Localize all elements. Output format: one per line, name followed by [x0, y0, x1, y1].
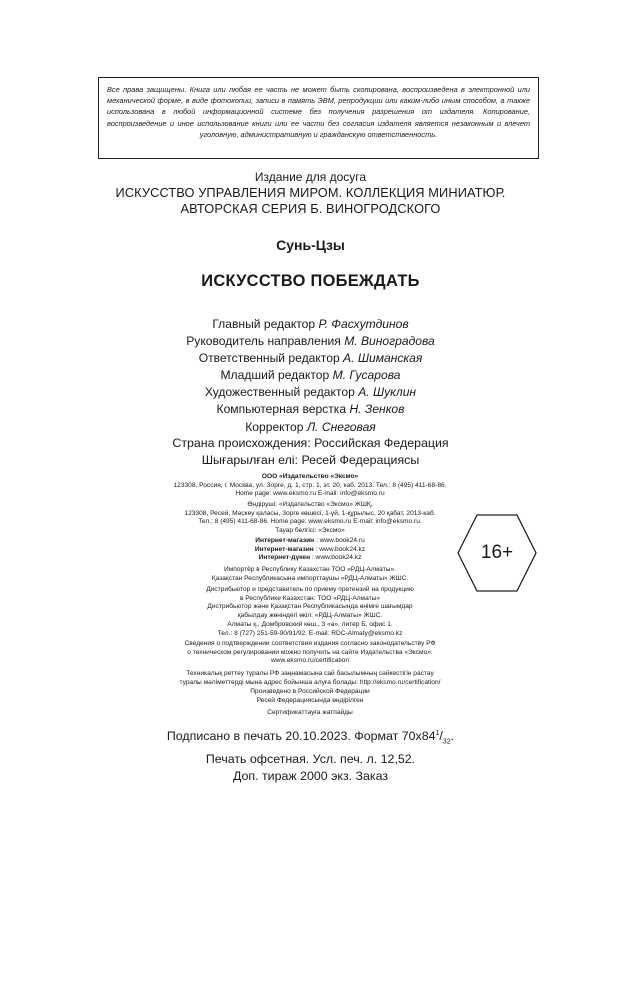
print-run-line: Доп. тираж 2000 экз. Заказ	[232, 768, 389, 783]
copyright-notice: Все права защищены. Книга или любая ее часть не может быть скопирована, воспроизведена в электронной или механической форме, в виде фотокопии, записи в память ЭВМ, репродукции или каким-либо иным способом, а также использована в любой информационной системе без получения разрешения от издателя. Копирование, воспроизведение и иное использование книги или ее части без согласия издателя является незаконным и влечет уголовную, административную и гражданскую ответственность.	[107, 85, 530, 139]
series-line-1: ИСКУССТВО УПРАВЛЕНИЯ МИРОМ. КОЛЛЕКЦИЯ МИНИАТЮР.	[115, 185, 506, 200]
origin-ru: Страна происхождения: Российская Федерация	[172, 436, 449, 450]
produced-line: Произведено в Российской Федерации	[250, 688, 370, 695]
age-rating-badge	[456, 512, 538, 594]
book-title: ИСКУССТВО ПОБЕЖДАТЬ	[201, 272, 420, 290]
shop-row: Интернет-магазин : www.book24.ru	[255, 537, 365, 544]
age-rating-label: 16+	[480, 542, 514, 563]
credit-row: Художественный редактор А. Шуклин	[204, 385, 417, 400]
produced-line: Ресей Федерациясында өндірілген	[256, 696, 364, 704]
distributor-block	[160, 586, 460, 638]
certification-line: о техническом регулировании можно получить на сайте Издательства «Эксмо»:	[187, 648, 433, 656]
distributor-line: Дистрибьютор және Қазақстан Республикасында өнімге шағымдар	[207, 603, 413, 611]
producer-kz-line: Тауар белгісі: «Эксмо»	[275, 527, 345, 535]
print-format-line: Подписано в печать 20.10.2023. Формат $70x84^1/_{32}$.	[166, 729, 455, 746]
producer-kz-line: 123308, Ресей, Мәскеу қаласы, Зорге көшесі, 1-үй, 1-құрылыс, 20 қабат, 2013-каб.	[184, 509, 436, 517]
certification-block	[160, 640, 460, 666]
certification-line: www.eksmo.ru/certification	[270, 657, 350, 665]
credits-list	[0, 316, 621, 436]
shops-block	[160, 537, 460, 563]
print-type-line: Печать офсетная. Усл. печ. л. 12,52.	[205, 751, 416, 766]
distributor-line: Дистрибьютор и представитель по приему претензий на продукцию	[206, 586, 414, 593]
series-line-2: АВТОРСКАЯ СЕРИЯ Б. ВИНОГРОДСКОГО	[180, 201, 441, 216]
copyright-box	[98, 77, 539, 159]
importer-line: Импортёр в Республику Казахстан ТОО «РДЦ-Алматы».	[224, 566, 396, 573]
publisher-address: 123308, Россия, г. Москва, ул. Зорге, д. 1, стр. 1, эт. 20, каб. 2013. Тел.: 8 (495) 411-68-86.	[173, 481, 447, 489]
country-of-origin	[0, 435, 621, 468]
certification-kz-line: Техникалық реттеу туралы РФ заңнамасына сай басылымның сәйкестігін растау	[186, 670, 434, 677]
genre-label: Издание для досуга	[254, 170, 367, 184]
producer-kz-line: Өндіруші: «Издательство «Эксмо» ЖШҚ,	[247, 501, 373, 508]
credit-row: Руководитель направления М. Виноградова	[186, 334, 435, 349]
credit-row: Корректор Л. Снеговая	[245, 419, 376, 434]
publisher-name: ООО «Издательство «Эксмо»	[261, 473, 359, 480]
producer-kz-line: Тел.: 8 (495) 411-68-86. Home page: www.eksmo.ru E-mail: info@eksmo.ru.	[198, 518, 422, 526]
produced-block	[160, 688, 460, 705]
importer-block	[160, 566, 460, 583]
credit-row: Ответственный редактор А. Шиманская	[198, 351, 423, 366]
shop-row: Интернет-дүкен : www.book24.kz	[258, 554, 362, 562]
distributor-line: в Республике Казахстан: ТОО «РДЦ-Алматы»	[239, 594, 381, 602]
publisher-block	[160, 473, 460, 499]
importer-line: Қазақстан Республикасына импорттаушы «РДЦ-Алматы» ЖШС.	[211, 574, 409, 582]
distributor-line: Алматы қ., Домбровский көш., 3 «а», литер Б, офис 1.	[227, 620, 393, 628]
credit-row: Главный редактор Р. Фасхутдинов	[212, 317, 409, 331]
publisher-web: Home page: www.eksmo.ru E-mail: info@eksmo.ru	[235, 490, 385, 498]
origin-kz: Шығарылған елі: Ресей Федерациясы	[201, 452, 420, 467]
series-title	[0, 185, 621, 217]
book-author: Сунь-Цзы	[276, 237, 345, 253]
distributor-line: Тел.: 8 (727) 251-59-90/91/92. E-mail: RDC-Almaty@eksmo.kz	[217, 629, 403, 637]
credit-row: Компьютерная верстка Н. Зенков	[216, 402, 405, 417]
certification-kz-block	[150, 670, 470, 687]
shop-row: Интернет-магазин : www.book24.kz	[254, 545, 366, 553]
certification-kz-line: туралы мәліметтерді мына адрес бойынша алуға болады: http://eksmo.ru/certification/	[179, 678, 441, 686]
certification-line: Сведения о подтверждении соответствия издания согласно законодательству РФ	[184, 640, 436, 647]
print-info	[0, 725, 621, 785]
producer-kz-block	[160, 501, 460, 536]
not-certified-note: Сертификаттауға жатпайды	[267, 709, 353, 716]
distributor-line: қабылдау жөніндегі өкіл: «РДЦ-Алматы» ЖШС.	[237, 612, 383, 620]
credit-row: Младший редактор М. Гусарова	[220, 368, 401, 383]
